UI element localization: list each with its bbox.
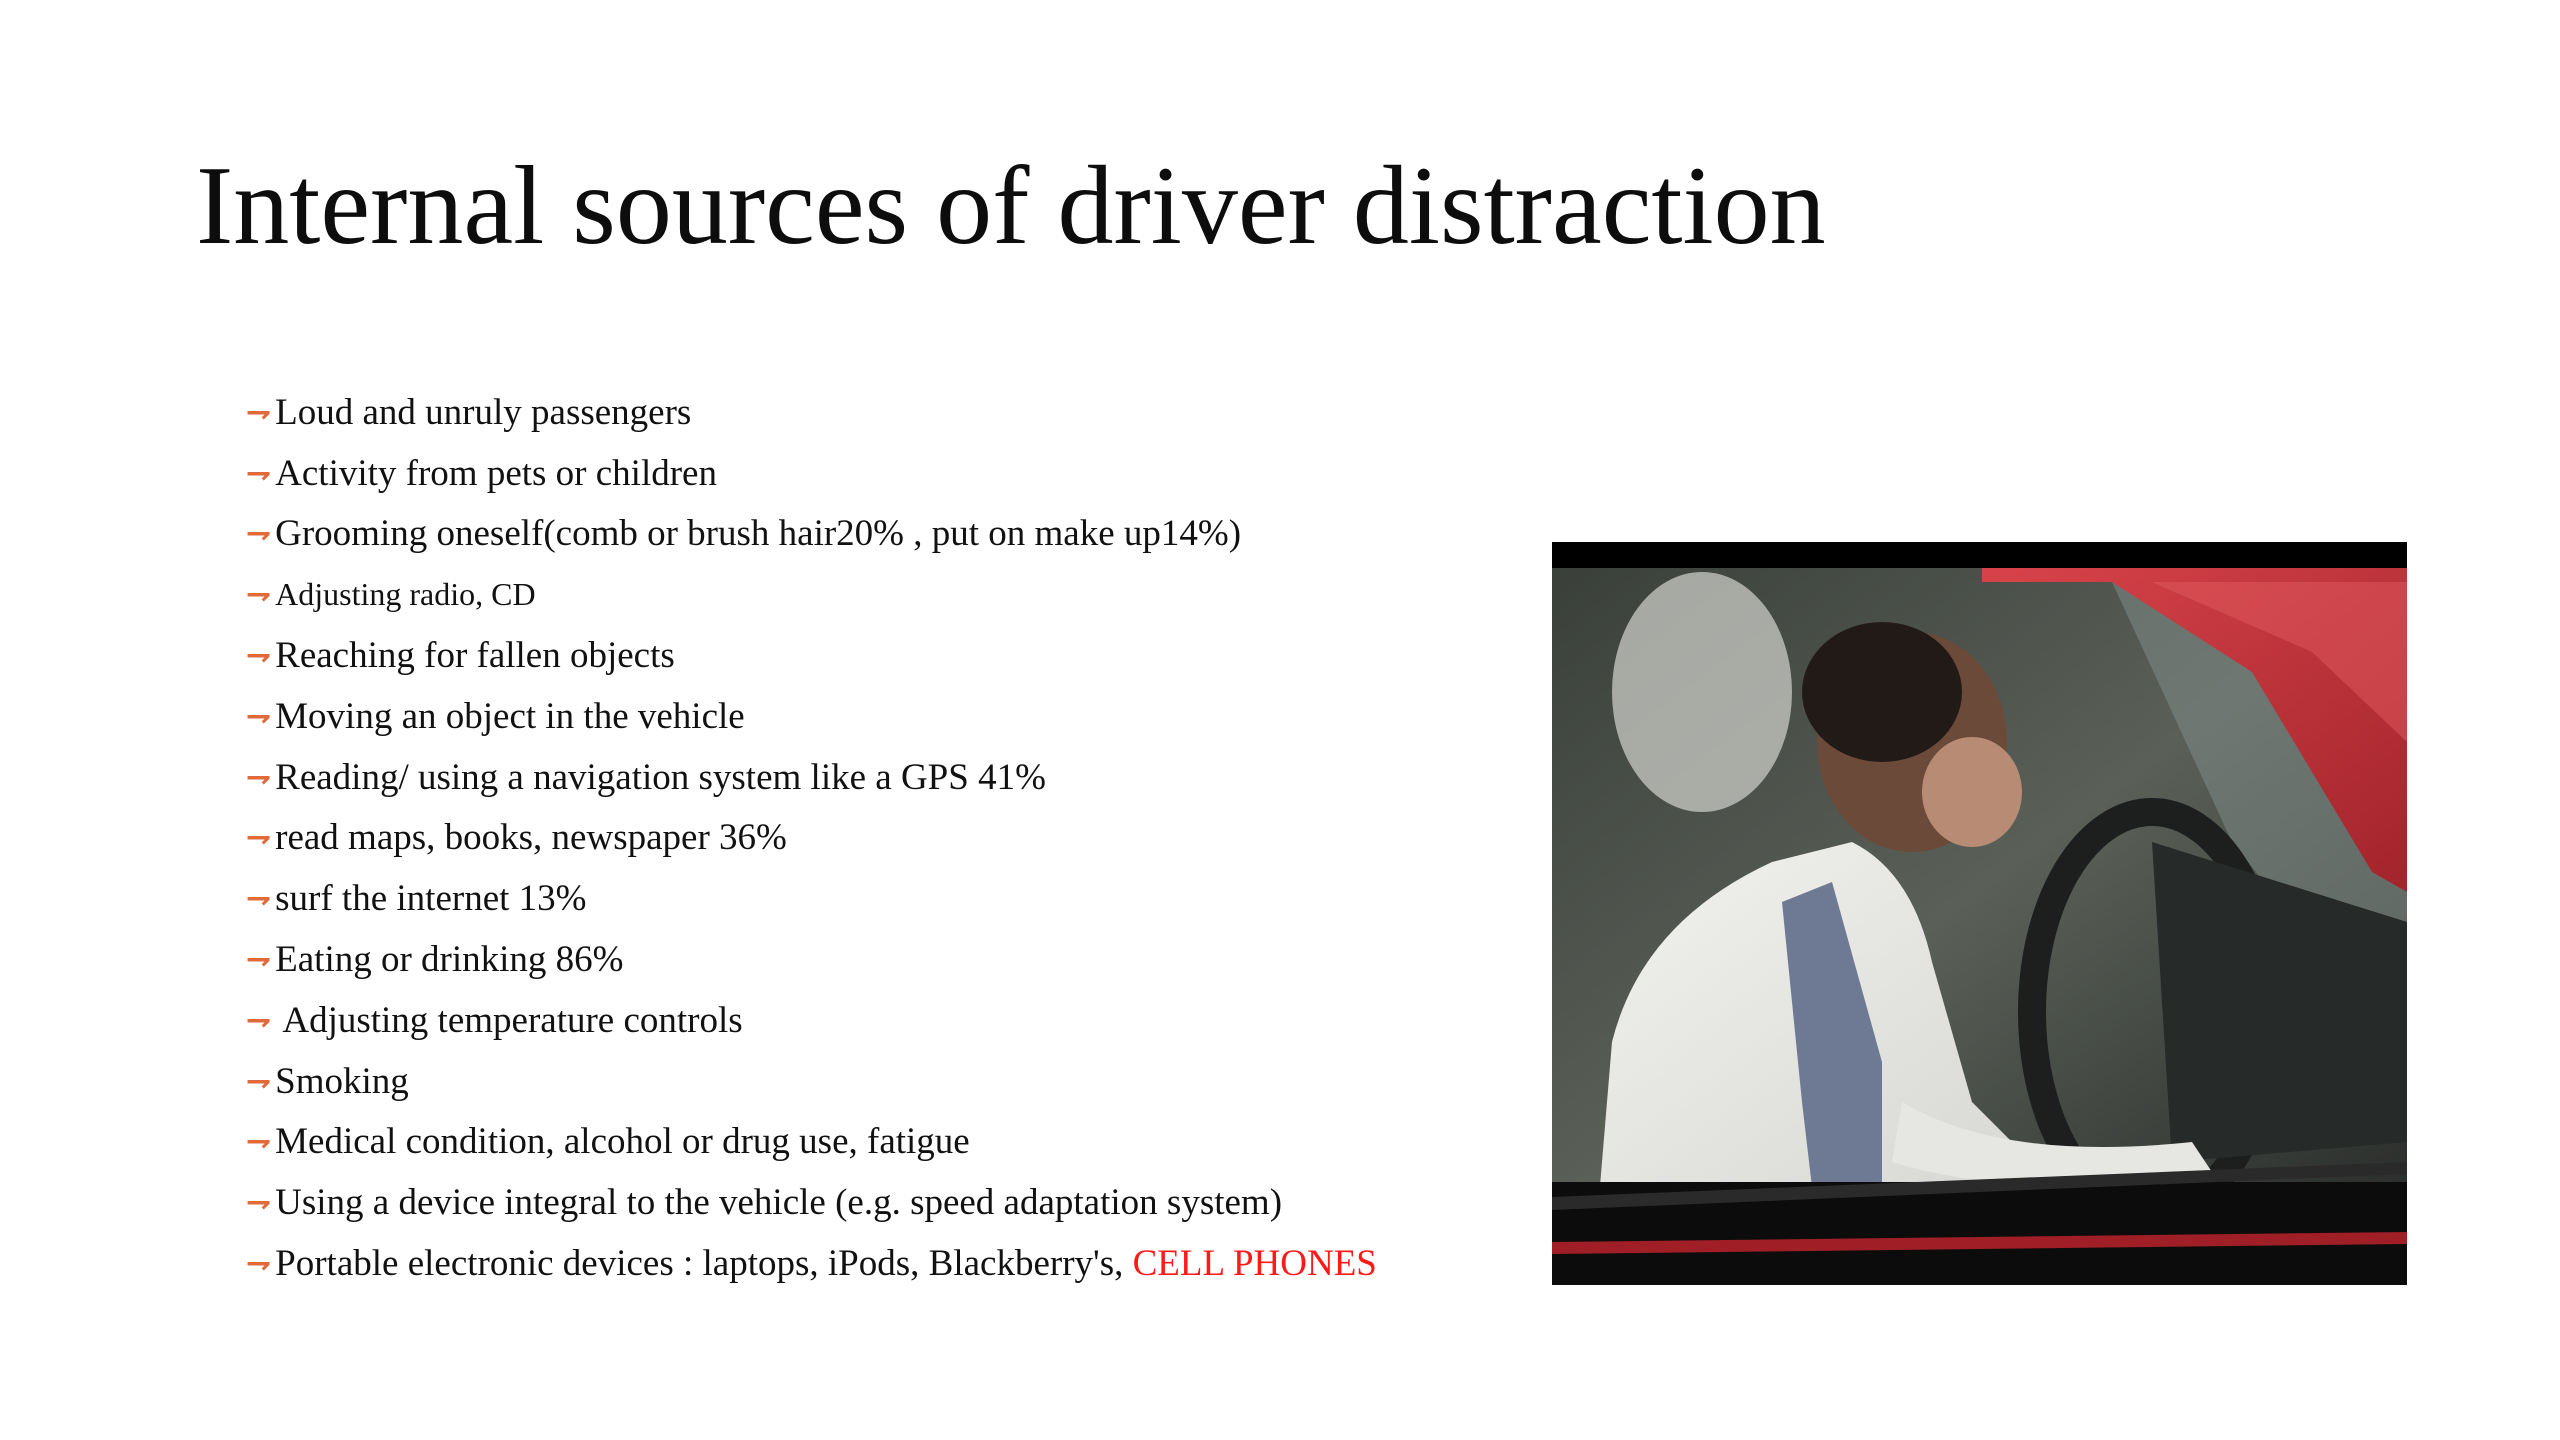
bullet-text: Moving an object in the vehicle [275,695,745,737]
bullet-marker-icon: ⇁ [246,942,272,978]
bullet-text: Adjusting temperature controls [275,999,743,1041]
bullet-list [246,382,1377,1294]
bullet-text: surf the internet 13% [275,878,587,920]
bullet-marker-icon: ⇁ [246,394,272,430]
bullet-item [246,443,1377,504]
bullet-item [246,1233,1377,1294]
bullet-item [246,686,1377,747]
bullet-item [246,1112,1377,1173]
bullet-item [246,868,1377,929]
bullet-text: Portable electronic devices : laptops, iPods, Blackberry's, [275,1243,1133,1285]
bullet-marker-icon: ⇁ [246,1246,272,1282]
highlight-text: CELL PHONES [1132,1243,1377,1285]
bullet-text: Adjusting radio, CD [275,576,536,613]
bullet-text: Grooming oneself(comb or brush hair20% , put on make up14%) [275,513,1242,555]
bullet-marker-icon: ⇁ [246,577,272,613]
bullet-marker-icon: ⇁ [246,516,272,552]
bullet-text: Eating or drinking 86% [275,939,624,981]
bullet-marker-icon: ⇁ [246,881,272,917]
bullet-marker-icon: ⇁ [246,638,272,674]
bullet-marker-icon: ⇁ [246,1002,272,1038]
bullet-marker-icon: ⇁ [246,698,272,734]
slide-title: Internal sources of driver distraction [196,144,1826,268]
bullet-marker-icon: ⇁ [246,455,272,491]
driver-photo [1552,542,2407,1285]
bullet-item [246,808,1377,869]
bullet-item [246,929,1377,990]
bullet-item [246,747,1377,808]
bullet-item [246,1172,1377,1233]
bullet-item [246,564,1377,625]
driver-photo-illustration [1552,542,2407,1285]
bullet-text: Using a device integral to the vehicle (e.g. speed adaptation system) [275,1182,1283,1224]
bullet-item [246,504,1377,565]
bullet-marker-icon: ⇁ [246,759,272,795]
bullet-marker-icon: ⇁ [246,820,272,856]
bullet-text: Medical condition, alcohol or drug use, fatigue [275,1121,970,1163]
bullet-text: read maps, books, newspaper 36% [275,817,787,859]
bullet-item [246,625,1377,686]
bullet-marker-icon: ⇁ [246,1185,272,1221]
bullet-item [246,1051,1377,1112]
bullet-text: Smoking [275,1060,409,1102]
bullet-item [246,382,1377,443]
bullet-text: Reading/ using a navigation system like a GPS 41% [275,756,1046,798]
bullet-marker-icon: ⇁ [246,1063,272,1099]
bullet-text: Reaching for fallen objects [275,635,675,677]
bullet-text: Loud and unruly passengers [275,391,692,433]
bullet-marker-icon: ⇁ [246,1124,272,1160]
bullet-item [246,990,1377,1051]
bullet-text: Activity from pets or children [275,452,717,494]
